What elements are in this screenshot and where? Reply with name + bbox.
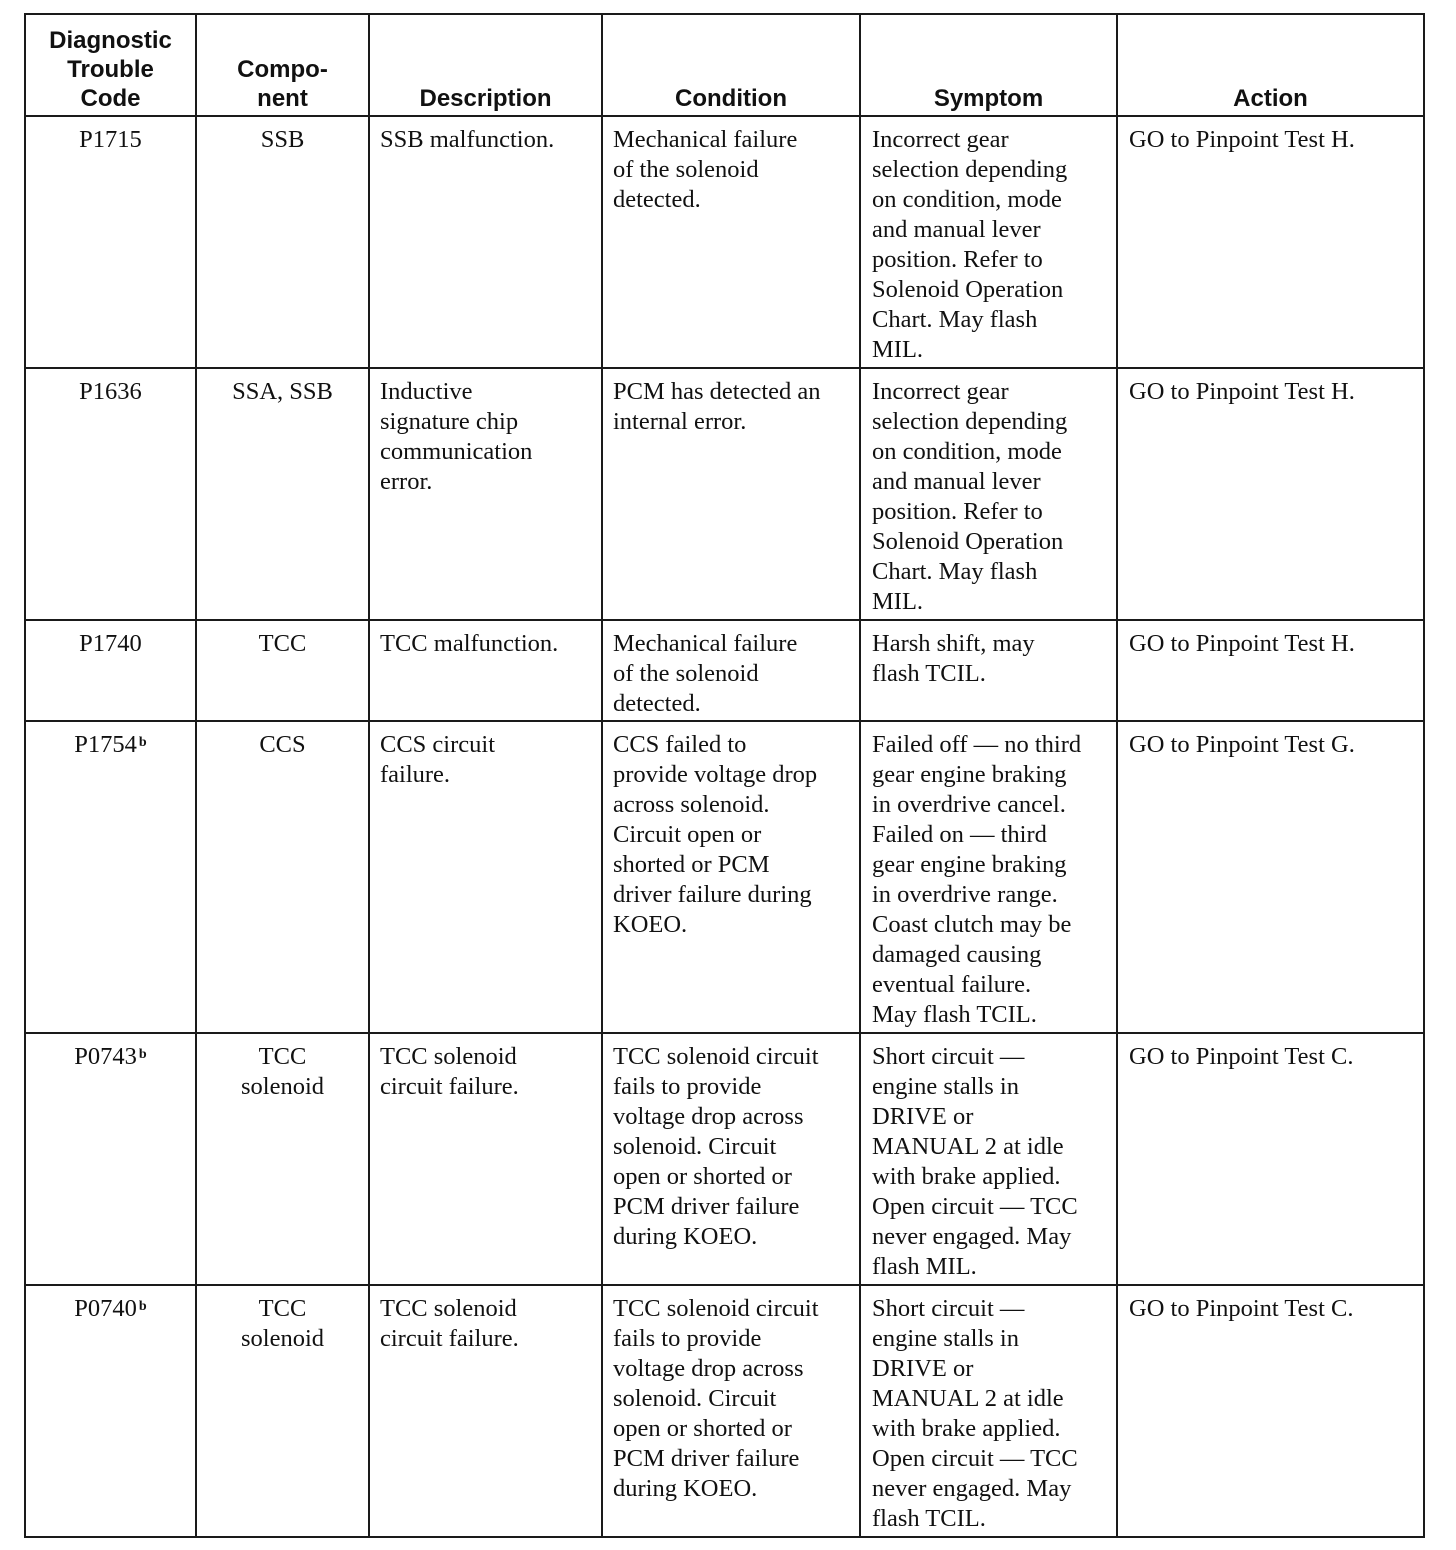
footnote-marker: b <box>138 1299 147 1314</box>
code-cell <box>25 721 196 1033</box>
description-cell: TCC solenoid circuit failure. <box>369 1285 602 1537</box>
symptom-cell: Short circuit — engine stalls in DRIVE or MANUAL 2 at idle with brake applied. Open circuit — TCC never engaged. May flash TCIL. <box>860 1285 1117 1537</box>
code-cell <box>25 368 196 620</box>
trouble-code: P1740 <box>79 630 142 657</box>
table-row <box>25 721 1424 1033</box>
condition-cell: Mechanical failure of the solenoid detected. <box>602 116 860 368</box>
trouble-code: P1715 <box>79 126 142 153</box>
code-cell <box>25 1285 196 1537</box>
description-cell: TCC malfunction. <box>369 620 602 721</box>
header-component: Compo- nent <box>196 14 369 116</box>
action-cell: GO to Pinpoint Test C. <box>1117 1033 1424 1285</box>
header-condition: Condition <box>602 14 860 116</box>
component-cell: TCC <box>196 620 369 721</box>
table-row <box>25 368 1424 620</box>
footnote-marker: b <box>138 1047 147 1062</box>
condition-cell: TCC solenoid circuit fails to provide voltage drop across solenoid. Circuit open or shorted or PCM driver failure during KOEO. <box>602 1285 860 1537</box>
action-cell: GO to Pinpoint Test H. <box>1117 116 1424 368</box>
description-cell: TCC solenoid circuit failure. <box>369 1033 602 1285</box>
description-cell: SSB malfunction. <box>369 116 602 368</box>
trouble-code: P0740 <box>74 1295 137 1322</box>
action-cell: GO to Pinpoint Test H. <box>1117 620 1424 721</box>
symptom-cell: Harsh shift, may flash TCIL. <box>860 620 1117 721</box>
component-cell: SSA, SSB <box>196 368 369 620</box>
trouble-code: P0743 <box>74 1043 137 1070</box>
header-code: Diagnostic Trouble Code <box>25 14 196 116</box>
trouble-code: P1636 <box>79 378 142 405</box>
component-cell: SSB <box>196 116 369 368</box>
table-row <box>25 1285 1424 1537</box>
header-action: Action <box>1117 14 1424 116</box>
header-row <box>25 14 1424 116</box>
symptom-cell: Incorrect gear selection depending on condition, mode and manual lever position. Refer to Solenoid Operation Chart. May flash MIL. <box>860 368 1117 620</box>
description-cell: CCS circuit failure. <box>369 721 602 1033</box>
table-row <box>25 116 1424 368</box>
component-cell: TCC solenoid <box>196 1285 369 1537</box>
table-row <box>25 1033 1424 1285</box>
action-cell: GO to Pinpoint Test G. <box>1117 721 1424 1033</box>
condition-cell: PCM has detected an internal error. <box>602 368 860 620</box>
condition-cell: TCC solenoid circuit fails to provide voltage drop across solenoid. Circuit open or shorted or PCM driver failure during KOEO. <box>602 1033 860 1285</box>
condition-cell: Mechanical failure of the solenoid detected. <box>602 620 860 721</box>
action-cell: GO to Pinpoint Test H. <box>1117 368 1424 620</box>
component-cell: TCC solenoid <box>196 1033 369 1285</box>
table-row <box>25 620 1424 721</box>
diagnostic-trouble-code-table <box>24 13 1425 1538</box>
header-symptom: Symptom <box>860 14 1117 116</box>
component-cell: CCS <box>196 721 369 1033</box>
condition-cell: CCS failed to provide voltage drop across solenoid. Circuit open or shorted or PCM driver failure during KOEO. <box>602 721 860 1033</box>
symptom-cell: Failed off — no third gear engine braking in overdrive cancel. Failed on — third gear engine braking in overdrive range. Coast clutch may be damaged causing eventual failure. May flash TCIL. <box>860 721 1117 1033</box>
action-cell: GO to Pinpoint Test C. <box>1117 1285 1424 1537</box>
footnote-marker: b <box>138 735 147 750</box>
code-cell <box>25 620 196 721</box>
symptom-cell: Short circuit — engine stalls in DRIVE or MANUAL 2 at idle with brake applied. Open circuit — TCC never engaged. May flash MIL. <box>860 1033 1117 1285</box>
description-cell: Inductive signature chip communication error. <box>369 368 602 620</box>
trouble-code: P1754 <box>74 731 137 758</box>
code-cell <box>25 1033 196 1285</box>
symptom-cell: Incorrect gear selection depending on condition, mode and manual lever position. Refer to Solenoid Operation Chart. May flash MIL. <box>860 116 1117 368</box>
code-cell <box>25 116 196 368</box>
header-description: Description <box>369 14 602 116</box>
